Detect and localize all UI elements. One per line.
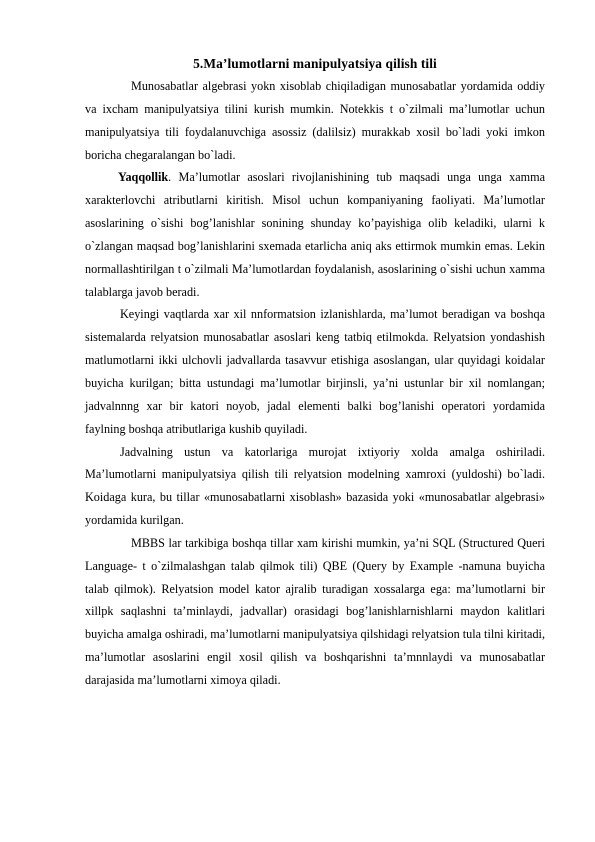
- paragraph-4: Jadvalning ustun va katorlariga murojat ixtiyoriy xolda amalga oshiriladi. Ma’lumotlarni manipulyatsiya qilish tili relyatsion modelning xamroxi (yuldoshi) bo`ladi. Koidaga kura, bu tillar «munosabatlarni xisoblash» bazasida yoki «munosabatlar algebrasi» yordamida kurilgan.: [85, 444, 545, 528]
- document-page: [85, 55, 545, 692]
- paragraph-3: Keyingi vaqtlarda xar xil nnformatsion izlanishlarda, ma’lumot beradigan va boshqa sistemalarda relyatsion munosabatlar asoslari keng tatbiq etilmokda. Relyatsion yondashish matlumotlarni ikki ulchovli jadvallarda tasavvur etishiga asoslangan, ular quyidagi koidalar buyicha kurilgan; bitta ustundagi ma’lumotlar birjinsli, ya’ni ustunlar bir xil nomlangan; jadvalnnng xar bir katori noyob, jadal elementi balki bog’lanishi operatori yordamida faylning boshqa atributlariga kushib quyiladi.: [85, 307, 545, 436]
- paragraph-2: [85, 166, 545, 303]
- paragraph-2-text: . Ma’lumotlar asoslari rivojlanishining tub maqsadi unga unga xamma xarakterlovchi atributlarni kiritish. Misol uchun kompaniyaning faoliyati. Ma’lumotlar asoslarining o`sishi bog’lanishlar sonining shunday ko’payishiga olib keladiki, ularni k o`zlangan maqsad bog’lanishlarini sxemada etarlicha aniq aks ettirmok mumkin emas. Lekin normallashtirilgan t o`zilmali Ma’lumotlardan foydalanish, asoslarining o`sishi uchun xamma talablarga javob beradi.: [85, 170, 545, 299]
- paragraph-1: Munosabatlar algebrasi yokn xisoblab chiqiladigan munosabatlar yordamida oddiy va ixcham manipulyatsiya tilini kurish mumkin. Notekkis t o`zilmali ma’lumotlar uchun manipulyatsiya tili foydalanuvchiga asossiz (dalilsiz) murakkab xosil bo`ladi yoki imkon boricha chegaralangan bo`ladi.: [85, 79, 545, 162]
- paragraph-5: MBBS lar tarkibiga boshqa tillar xam kirishi mumkin, ya’ni SQL (Structured Queri Language- t o`zilmalashgan talab qilmok tili) QBE (Query by Example -namuna buyicha talab qilmok). Relyatsion model kator ajralib turadigan xossalarga ega: ma’lumotlarni bir xillpk saqlashni ta’minlaydi, jadvallar) orasidagi bog’lanishlarnishlarni maydon kalitlari buyicha amalga oshiradi, ma’lumotlarni manipulyatsiya qilshidagi relyatsion tula tilni kiritadi, ma’lumotlar asoslarini engil xosil qilish va boshqarishni ta’mnnlaydi va munosabatlar darajasida ma’lumotlarni ximoya qiladi.: [85, 535, 545, 687]
- page-title: 5.Ma’lumotlarni manipulyatsiya qilish tili: [193, 56, 437, 71]
- paragraph-2-term: Yaqqollik: [118, 170, 169, 185]
